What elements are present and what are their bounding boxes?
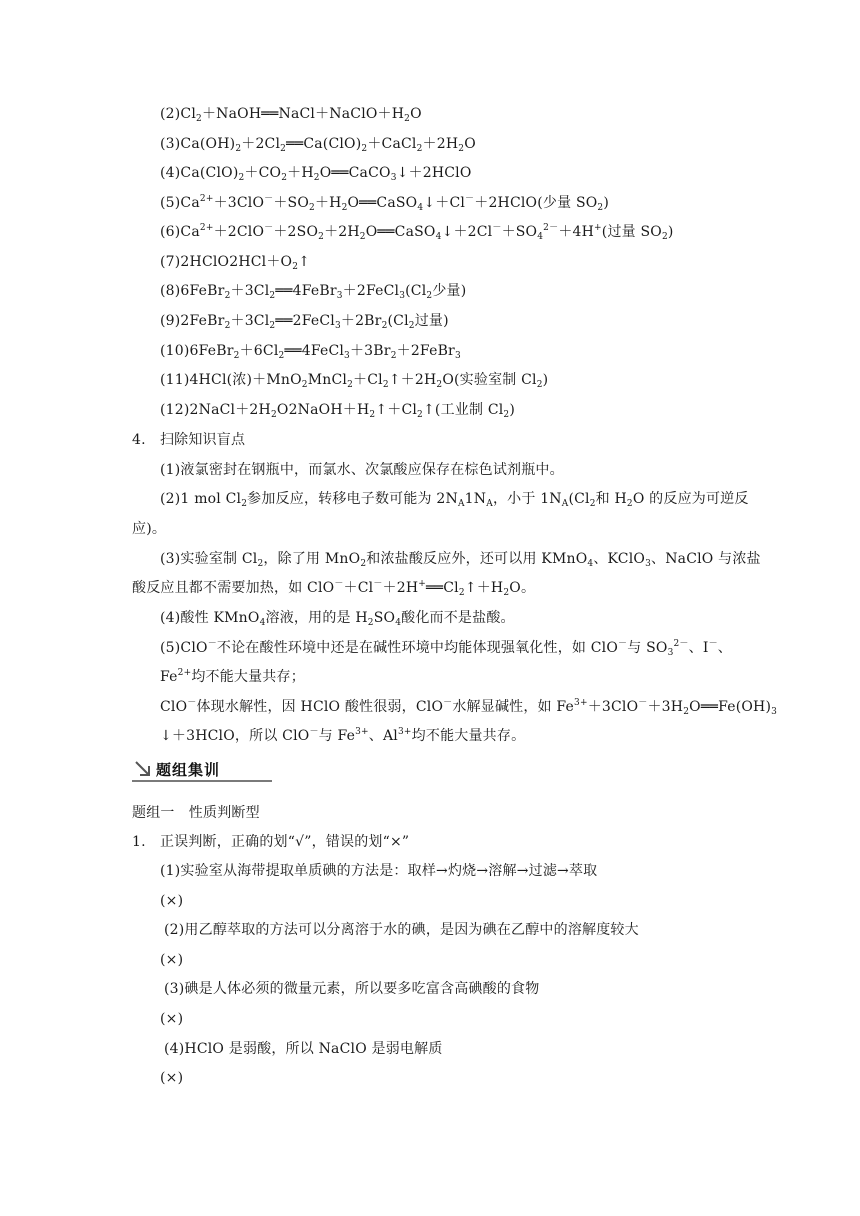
question-1-answer-3: (×) [160, 1011, 184, 1027]
question-1-item-1: (1)实验室从海带提取单质碘的方法是：取样→灼烧→溶解→过滤→萃取 [160, 863, 598, 879]
section-4-p3-line2: 酸反应且都不需要加热，如 $ClO^-+Cl^-+2H^+══Cl_2↑+H_2O$。 [132, 579, 536, 598]
equation-3: $(3)Ca(OH)_2+2Cl_2══Ca(ClO)_2+CaCl_2+2H_2O$ [160, 136, 476, 154]
question-1-title: 1. 正误判断，正确的划“√”，错误的划“×” [132, 834, 410, 850]
question-1-answer-2: (×) [160, 952, 184, 968]
group-1-title: 题组一 性质判断型 [132, 805, 260, 821]
section-header-title: 题组集训 [156, 761, 221, 779]
equation-9: $(9)2FeBr_2+3Cl_2══2FeCl_3+2Br_2(Cl_2$过量) [160, 313, 449, 331]
section-4-p1: (1)液氯密封在钢瓶中，而氯水、次氯酸应保存在棕色试剂瓶中。 [160, 462, 564, 478]
equation-8: $(8)6FeBr_2+3Cl_2══4FeBr_3+2FeCl_3(Cl_2$少量) [160, 283, 467, 301]
equation-10: $(10)6FeBr_2+6Cl_2══4FeCl_3+3Br_2+2FeBr_3$ [160, 343, 461, 361]
equation-6: $(6)Ca^{2+}+2ClO^-+2SO_2+2H_2O══CaSO_4↓+2Cl^-+SO_4^{2-}+4H^+$(过量 $SO_2$) [160, 223, 674, 242]
question-1-answer-1: (×) [160, 893, 184, 909]
question-1-answer-4: (×) [160, 1070, 184, 1086]
question-1-item-4: (4)HClO 是弱酸，所以 NaClO 是弱电解质 [164, 1041, 443, 1057]
section-header-underline [132, 780, 272, 782]
equation-12: $(12)2NaCl+2H_2O2NaOH+H_2↑+Cl_2↑$(工业制 $Cl_2$) [160, 402, 516, 420]
question-1-item-3: (3)碘是人体必须的微量元素，所以要多吃富含高碘酸的食物 [164, 981, 540, 997]
section-4-title: 4. 扫除知识盲点 [132, 432, 246, 448]
equation-4: $(4)Ca(ClO)_2+CO_2+H_2O══CaCO_3↓+2HClO$ [160, 165, 472, 183]
section-header [132, 758, 272, 784]
equation-2: $(2)Cl_2+NaOH══NaCl+NaClO+H_2O$ [160, 106, 422, 124]
equation-5: $(5)Ca^{2+}+3ClO^-+SO_2+H_2O══CaSO_4↓+Cl^-+2HClO$(少量 $SO_2$) [160, 194, 610, 213]
equation-7: $(7)2HClO2HCl+O_2↑$ [160, 254, 311, 272]
section-4-p3-line1: (3)实验室制 $Cl_2$，除了用 MnO$_2$和浓盐酸反应外，还可以用 KMnO$_4$、KClO$_3$、NaClO 与浓盐 [160, 551, 761, 569]
section-4-p5-line2: $Fe^{2+}$均不能大量共存； [160, 668, 305, 685]
diagonal-arrow-icon [134, 760, 152, 778]
section-4-p2-line1: (2)1 mol $Cl_2$参加反应，转移电子数可能为 $2N_A1N_A$，小于 $1N_A(Cl_2$和 $H_2O$ 的反应为可逆反 [160, 491, 749, 509]
section-4-p6-line1: ClO－体现水解性，因 HClO 酸性很弱，ClO－水解显碱性，如 $Fe^{3+}+3ClO^-+3H_2O══Fe(OH)_3$ [160, 698, 778, 717]
equation-11: (11)4HCl(浓)$+MnO_2MnCl_2+Cl_2↑+2H_2O$(实验室制 $Cl_2$) [160, 372, 549, 390]
section-4-p5-line1: (5)ClO－不论在酸性环境中还是在碱性环境中均能体现强氧化性，如 ClO－与 $SO_3^{2-}$、I－、 [160, 639, 732, 658]
section-4-p2-line2: 应)。 [132, 521, 167, 537]
section-4-p6-line2: ↓＋3HClO，所以 ClO－与 $Fe^{3+}$、$Al^{3+}$均不能大量共存。 [160, 727, 526, 744]
section-4-p4: (4)酸性 KMnO$_4$溶液，用的是 $H_2SO_4$酸化而不是盐酸。 [160, 610, 515, 628]
question-1-item-2: (2)用乙醇萃取的方法可以分离溶于水的碘，是因为碘在乙醇中的溶解度较大 [164, 922, 639, 938]
